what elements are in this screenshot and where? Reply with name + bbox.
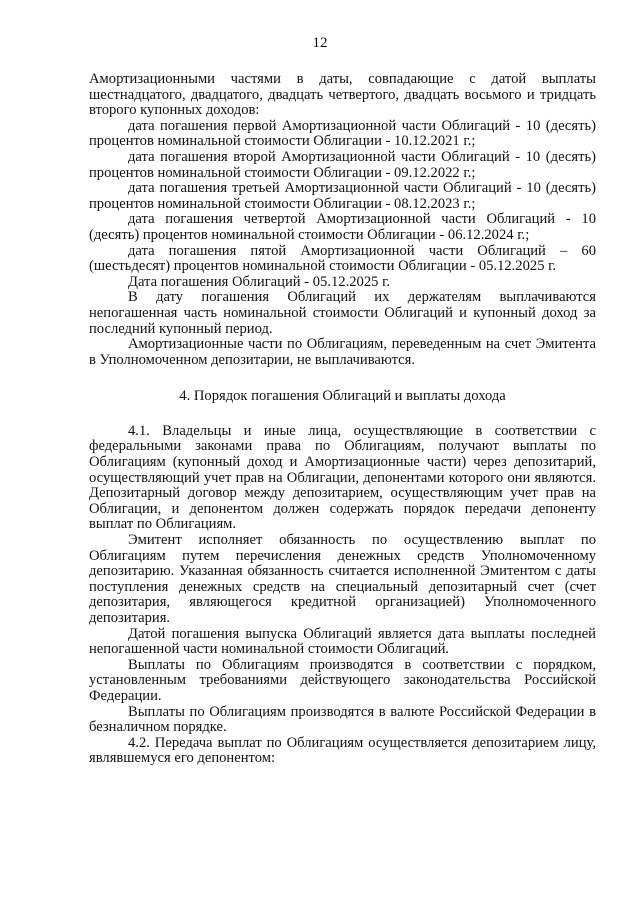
paragraph-maturity-date: Дата погашения Облигаций - 05.12.2025 г.	[128, 273, 391, 290]
document-body	[89, 72, 596, 767]
paragraph-4-2: 4.2. Передача выплат по Облигациям осуществляется депозитарием лицу, являвшемуся его депонентом:	[89, 734, 596, 767]
paragraph: Выплаты по Облигациям производятся в валюте Российской Федерации в безналичном порядке.	[89, 703, 596, 736]
paragraph-amortization-3: дата погашения третьей Амортизационной части Облигаций - 10 (десять) процентов номинальной стоимости Облигации - 08.12.2023 г.;	[89, 180, 596, 212]
paragraph: В дату погашения Облигаций их держателям выплачиваются непогашенная часть номинальной стоимости Облигаций и купонный доход за последний купонный период.	[89, 289, 596, 337]
section-heading: 4. Порядок погашения Облигаций и выплаты дохода	[179, 388, 506, 405]
paragraph-amortization-2: дата погашения второй Амортизационной части Облигаций - 10 (десять) процентов номинальной стоимости Облигации - 09.12.2022 г.;	[89, 148, 596, 181]
paragraph-4-1: 4.1. Владельцы и иные лица, осуществляющие в соответствии с федеральными законами права по Облигациям, получают выплаты по Облигациям (купонный доход и Амортизационные части) через депозитарий, осуществляющий учет прав на Облигации, депонентами которого они являются. Депозитарный договор между депозитарием, осуществляющим учет прав на Облигации, и депонентом должен содержать порядок передачи депоненту выплат по Облигациям.	[89, 422, 596, 533]
paragraph: Выплаты по Облигациям производятся в соответствии с порядком, установленным требованиями действующего законодательства Российской Федерации.	[89, 656, 596, 704]
paragraph-amortization-5: дата погашения пятой Амортизационной части Облигаций – 60 (шестьдесят) процентов номинальной стоимости Облигации - 05.12.2025 г.	[89, 242, 596, 275]
paragraph: Датой погашения выпуска Облигаций является дата выплаты последней непогашенной части номинальной стоимости Облигаций.	[89, 625, 596, 658]
paragraph: Амортизационными частями в даты, совпадающие с датой выплаты шестнадцатого, двадцатого, двадцать четвертого, двадцать восьмого и тридцать второго купонных доходов:	[89, 71, 596, 119]
paragraph-amortization-4: дата погашения четвертой Амортизационной части Облигаций - 10 (десять) процентов номинальной стоимости Облигации - 06.12.2024 г.;	[89, 211, 596, 243]
paragraph: Амортизационные части по Облигациям, переведенным на счет Эмитента в Уполномоченном депозитарии, не выплачиваются.	[89, 336, 596, 368]
paragraph-amortization-1: дата погашения первой Амортизационной части Облигаций - 10 (десять) процентов номинальной стоимости Облигации - 10.12.2021 г.;	[89, 117, 596, 150]
paragraph: Эмитент исполняет обязанность по осуществлению выплат по Облигациям путем перечисления денежных средств Уполномоченному депозитарию. Указанная обязанность считается исполненной Эмитентом с даты поступления денежных средств на специальный депозитарный счет (счет депозитария, являющегося кредитной организацией) Уполномоченного депозитария.	[89, 532, 596, 626]
page-number: 12	[312, 35, 328, 51]
